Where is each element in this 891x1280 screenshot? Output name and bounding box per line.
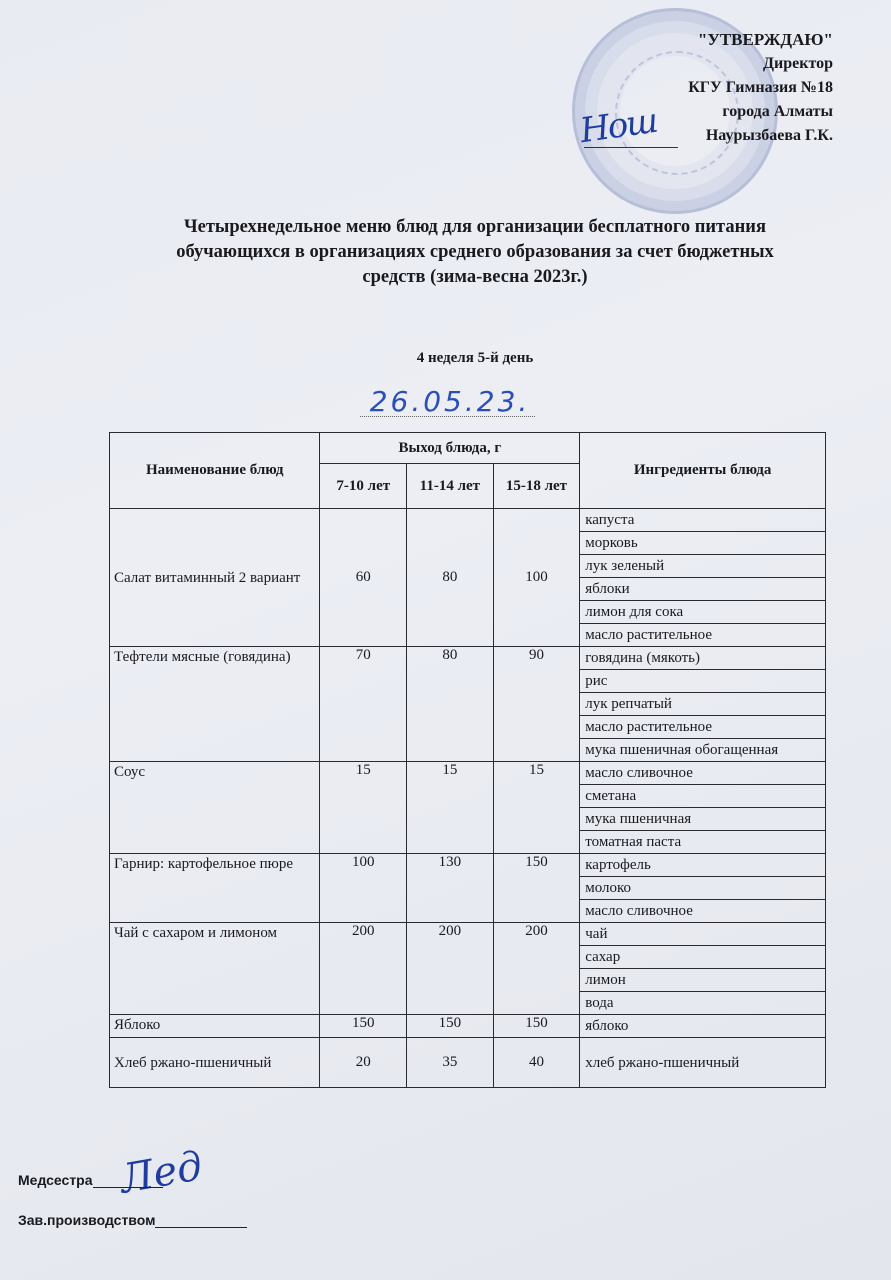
yield-11-14: 130 bbox=[407, 854, 494, 923]
dish-name: Гарнир: картофельное пюре bbox=[110, 854, 320, 923]
ingredient-item: яблоко bbox=[585, 1018, 629, 1034]
yield-7-10: 200 bbox=[320, 923, 407, 1015]
yield-15-18: 40 bbox=[493, 1038, 580, 1088]
production-label: Зав.производством bbox=[18, 1212, 156, 1228]
yield-11-14: 80 bbox=[407, 509, 494, 647]
header-age-7-10: 7-10 лет bbox=[320, 464, 407, 509]
yield-11-14: 15 bbox=[407, 762, 494, 854]
table-row bbox=[110, 1015, 826, 1038]
yield-7-10: 70 bbox=[320, 647, 407, 762]
ingredient-item: вода bbox=[585, 995, 614, 1011]
ingredient-item: масло растительное bbox=[585, 627, 712, 643]
ingredients-cell bbox=[580, 1015, 826, 1038]
ingredient-item: сметана bbox=[580, 785, 825, 808]
yield-15-18: 200 bbox=[493, 923, 580, 1015]
header-age-15-18: 15-18 лет bbox=[493, 464, 580, 509]
yield-7-10: 100 bbox=[320, 854, 407, 923]
week-day-label: 4 неделя 5-й день bbox=[416, 350, 534, 366]
director-signature-line bbox=[584, 147, 678, 148]
date-underline bbox=[360, 416, 535, 417]
header-yield: Выход блюда, г bbox=[320, 433, 580, 464]
nurse-label: Медсестра bbox=[18, 1172, 93, 1188]
ingredient-item: картофель bbox=[580, 854, 825, 877]
yield-15-18: 150 bbox=[493, 854, 580, 923]
yield-11-14: 80 bbox=[407, 647, 494, 762]
header-ingredients: Ингредиенты блюда bbox=[580, 433, 826, 509]
yield-7-10: 20 bbox=[320, 1038, 407, 1088]
approval-heading: "УТВЕРЖДАЮ" bbox=[697, 30, 833, 49]
production-signature-line bbox=[155, 1227, 247, 1228]
ingredient-item: чай bbox=[580, 923, 825, 946]
yield-11-14: 35 bbox=[407, 1038, 494, 1088]
ingredient-item: лимон bbox=[580, 969, 825, 992]
yield-15-18: 150 bbox=[493, 1015, 580, 1038]
dish-name: Салат витаминный 2 вариант bbox=[110, 509, 320, 647]
ingredient-item: капуста bbox=[580, 509, 825, 532]
ingredient-item: яблоки bbox=[580, 578, 825, 601]
approval-organization: КГУ Гимназия №18 bbox=[688, 79, 833, 96]
ingredient-item: масло растительное bbox=[580, 716, 825, 739]
yield-11-14: 200 bbox=[407, 923, 494, 1015]
ingredients-cell bbox=[580, 509, 826, 647]
title-line-1: Четырехнедельное меню блюд для организации бесплатного питания bbox=[184, 217, 766, 237]
ingredients-cell bbox=[580, 923, 826, 1015]
document-title bbox=[100, 215, 850, 290]
ingredients-cell bbox=[580, 762, 826, 854]
approval-city: города Алматы bbox=[722, 103, 833, 120]
table-row bbox=[110, 923, 826, 1015]
approval-position: Директор bbox=[763, 55, 833, 72]
ingredient-item: масло сливочное bbox=[580, 762, 825, 785]
ingredients-cell bbox=[580, 647, 826, 762]
table-row bbox=[110, 762, 826, 854]
ingredient-item: лимон для сока bbox=[580, 601, 825, 624]
ingredients-cell bbox=[580, 854, 826, 923]
ingredient-item: говядина (мякоть) bbox=[580, 647, 825, 670]
approval-block bbox=[688, 28, 833, 148]
dish-name: Яблоко bbox=[110, 1015, 320, 1038]
yield-7-10: 150 bbox=[320, 1015, 407, 1038]
title-line-2: обучающихся в организациях среднего образования за счет бюджетных bbox=[176, 242, 774, 262]
ingredient-item: лук зеленый bbox=[580, 555, 825, 578]
yield-7-10: 15 bbox=[320, 762, 407, 854]
nurse-signature-line bbox=[93, 1187, 163, 1188]
header-age-11-14: 11-14 лет bbox=[407, 464, 494, 509]
ingredient-item: мука пшеничная bbox=[580, 808, 825, 831]
dish-name: Тефтели мясные (говядина) bbox=[110, 647, 320, 762]
ingredient-item: сахар bbox=[580, 946, 825, 969]
yield-15-18: 100 bbox=[493, 509, 580, 647]
approval-director-name: Наурызбаева Г.К. bbox=[705, 127, 833, 144]
yield-11-14: 150 bbox=[407, 1015, 494, 1038]
production-signature-field bbox=[18, 1212, 247, 1228]
dish-name: Соус bbox=[110, 762, 320, 854]
title-line-3: средств (зима-весна 2023г.) bbox=[362, 267, 588, 287]
ingredient-item: морковь bbox=[580, 532, 825, 555]
ingredient-item: хлеб ржано-пшеничный bbox=[585, 1055, 740, 1071]
ingredient-item: томатная паста bbox=[585, 834, 682, 850]
table-row bbox=[110, 647, 826, 762]
menu-table bbox=[109, 432, 826, 1088]
header-dish-name: Наименование блюд bbox=[110, 433, 320, 509]
ingredient-item: лук репчатый bbox=[580, 693, 825, 716]
ingredient-item: молоко bbox=[580, 877, 825, 900]
director-signature: Нош bbox=[577, 100, 659, 152]
yield-15-18: 15 bbox=[493, 762, 580, 854]
handwritten-date: 26.05.23. bbox=[369, 385, 531, 418]
ingredient-item: масло сливочное bbox=[585, 903, 693, 919]
nurse-signature-field bbox=[18, 1172, 163, 1188]
yield-15-18: 90 bbox=[493, 647, 580, 762]
dish-name: Хлеб ржано-пшеничный bbox=[110, 1038, 320, 1088]
yield-7-10: 60 bbox=[320, 509, 407, 647]
dish-name: Чай с сахаром и лимоном bbox=[110, 923, 320, 1015]
table-row bbox=[110, 854, 826, 923]
table-row bbox=[110, 509, 826, 647]
nurse-signature: Лед bbox=[116, 1143, 206, 1203]
table-row bbox=[110, 1038, 826, 1088]
table-header-row bbox=[110, 433, 826, 464]
ingredient-item: рис bbox=[580, 670, 825, 693]
ingredients-cell bbox=[580, 1038, 826, 1088]
ingredient-item: мука пшеничная обогащенная bbox=[585, 742, 779, 758]
